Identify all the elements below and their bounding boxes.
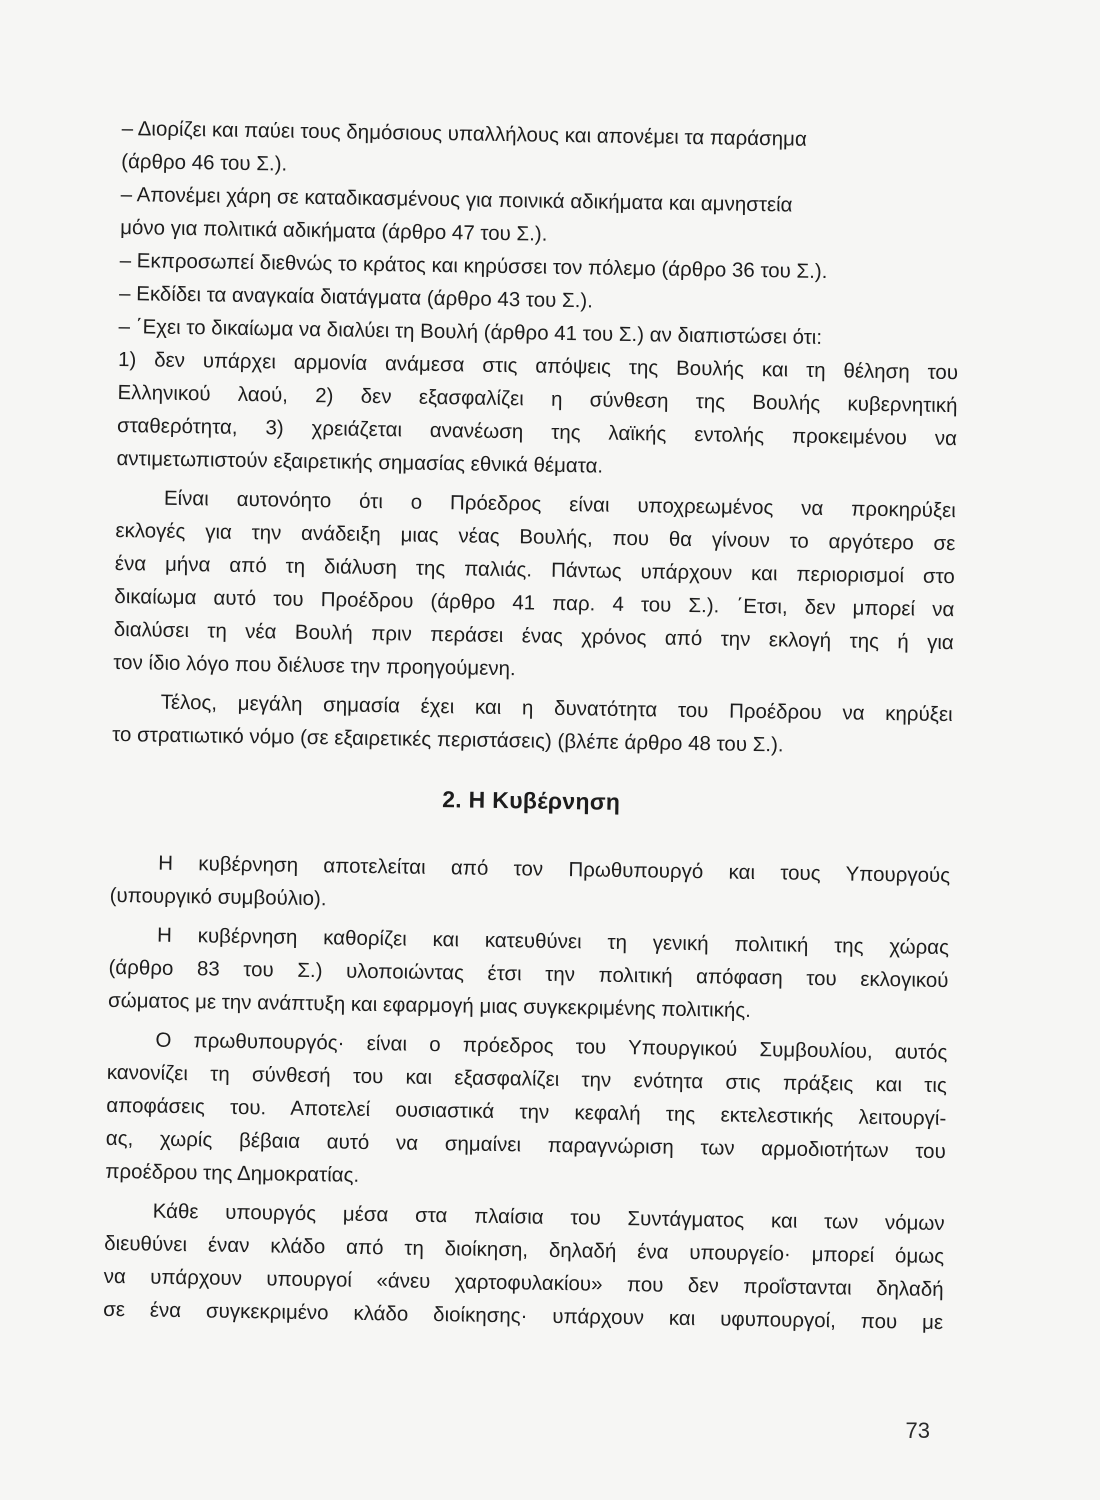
text-line: (άρθρο 46 του Σ.). xyxy=(121,149,288,176)
text-line: αντιμετωπιστούν εξαιρετικής σημασίας εθνικά θέματα. xyxy=(116,446,604,478)
text-line: σε ένα συγκεκριμένο κλάδο διοίκησης· υπάρχουν και υφυπουργοί, που με xyxy=(103,1297,944,1335)
text-line: δικαίωμα αυτό του Προέδρου (άρθρο 41 παρ. 4 του Σ.). ΄Ετσι, δεν μπορεί να xyxy=(114,584,955,622)
text-line: διαλύσει τη νέα Βουλή πριν περάσει ένας χρόνος από την εκλογή της ή για xyxy=(113,617,954,655)
text-line: Κάθε υπουργός μέσα στα πλαίσια του Συντάγματος και των νόμων xyxy=(152,1199,945,1236)
text-line: το στρατιωτικό νόμο (σε εξαιρετικές περιστάσεις) (βλέπε άρθρο 48 του Σ.). xyxy=(112,722,784,757)
text-line: Είναι αυτονόητο ότι ο Πρόεδρος είναι υποχρεωμένος να προκηρύξει xyxy=(163,486,957,523)
text-line: Η κυβέρνηση αποτελείται από τον Πρωθυπουργό και τους Υπουργούς xyxy=(158,851,951,888)
text-line: – Διορίζει και παύει τους δημόσιους υπαλλήλους και απονέμει τα παράσημα xyxy=(121,116,807,151)
text-line: εκλογές για την ανάδειξη μιας νέας Βουλής, που θα γίνουν το αργότερο σε xyxy=(115,518,956,556)
text-line: – Εκπροσωπεί διεθνώς το κράτος και κηρύσσει τον πόλεμο (άρθρο 36 του Σ.). xyxy=(119,248,828,284)
text-line: 1) δεν υπάρχει αρμονία ανάμεσα στις απόψεις της Βουλής και τη θέληση του xyxy=(117,347,959,385)
text-line: σώματος με την ανάπτυξη και εφαρμογή μιας συγκεκριμένης πολιτικής. xyxy=(107,988,752,1022)
text-line: να υπάρχουν υπουργοί «άνευ χαρτοφυλακίου» που δεν προΐστανται δηλαδή xyxy=(103,1264,944,1302)
powers-list xyxy=(116,112,962,488)
text-line: τον ίδιο λόγο που διέλυσε την προηγούμενη. xyxy=(113,650,516,681)
text-line: – ΄Εχει το δικαίωμα να διαλύει τη Βουλή (άρθρο 41 του Σ.) αν διαπιστώσει ότι: xyxy=(118,314,823,350)
text-line: – Απονέμει χάρη σε καταδικασμένους για ποινικά αδικήματα και αμνηστεία xyxy=(120,182,793,217)
paragraph-prime-minister xyxy=(105,1023,947,1201)
paragraph-elections xyxy=(113,481,956,692)
paragraph-ministers xyxy=(103,1194,945,1339)
text-line: Ο πρωθυπουργός· είναι ο πρόεδρος του Υπουργικού Συμβουλίου, αυτός xyxy=(155,1028,948,1065)
text-line: (άρθρο 83 του Σ.) υλοποιώντας έτσι την πολιτική απόφαση του εκλογικού xyxy=(108,955,949,993)
paragraph-martial-law xyxy=(112,685,953,764)
section-heading: 2. Η Κυβέρνηση xyxy=(442,786,621,815)
page-content xyxy=(103,112,962,1339)
text-line: κανονίζει τη σύνθεσή του και εξασφαλίζει την ενότητα στις πράξεις και τις xyxy=(106,1060,947,1098)
text-line: ένα μήνα από τη διάλυση της παλιάς. Πάντως υπάρχουν και περιορισμοί στο xyxy=(114,551,955,589)
text-line: σταθερότητα, 3) χρειάζεται ανανέωση της λαϊκής εντολής προκειμένου να xyxy=(116,413,958,451)
text-line: Ελληνικού λαού, 2) δεν εξασφαλίζει η σύνθεση της Βουλής κυβερνητική xyxy=(117,380,958,418)
text-line: (υπουργικό συμβούλιο). xyxy=(109,883,327,911)
text-line: διευθύνει έναν κλάδο από τη διοίκηση, δηλαδή ένα υπουργείο· μπορεί όμως xyxy=(104,1231,945,1269)
paragraph-government-policy xyxy=(108,918,949,1030)
text-line: μόνο για πολιτικά αδικήματα (άρθρο 47 του Σ.). xyxy=(120,215,548,246)
text-line: Τέλος, μεγάλη σημασία έχει και η δυνατότητα του Προέδρου να κηρύξει xyxy=(160,690,953,727)
text-line: – Εκδίδει τα αναγκαία διατάγματα (άρθρο 43 του Σ.). xyxy=(118,281,594,313)
page-number: 73 xyxy=(905,1418,930,1443)
text-line: προέδρου της Δημοκρατίας. xyxy=(105,1159,360,1187)
text-line: αποφάσεις του. Αποτελεί ουσιαστικά την κεφαλή της εκτελεστικής λειτουργί- xyxy=(106,1093,947,1131)
text-line: Η κυβέρνηση καθορίζει και κατευθύνει τη γενική πολιτική της χώρας xyxy=(156,923,950,960)
paragraph-government-composition xyxy=(109,846,950,925)
text-line: ας, χωρίς βέβαια αυτό να σημαίνει παραγνώριση των αρμοδιοτήτων του xyxy=(105,1126,946,1164)
